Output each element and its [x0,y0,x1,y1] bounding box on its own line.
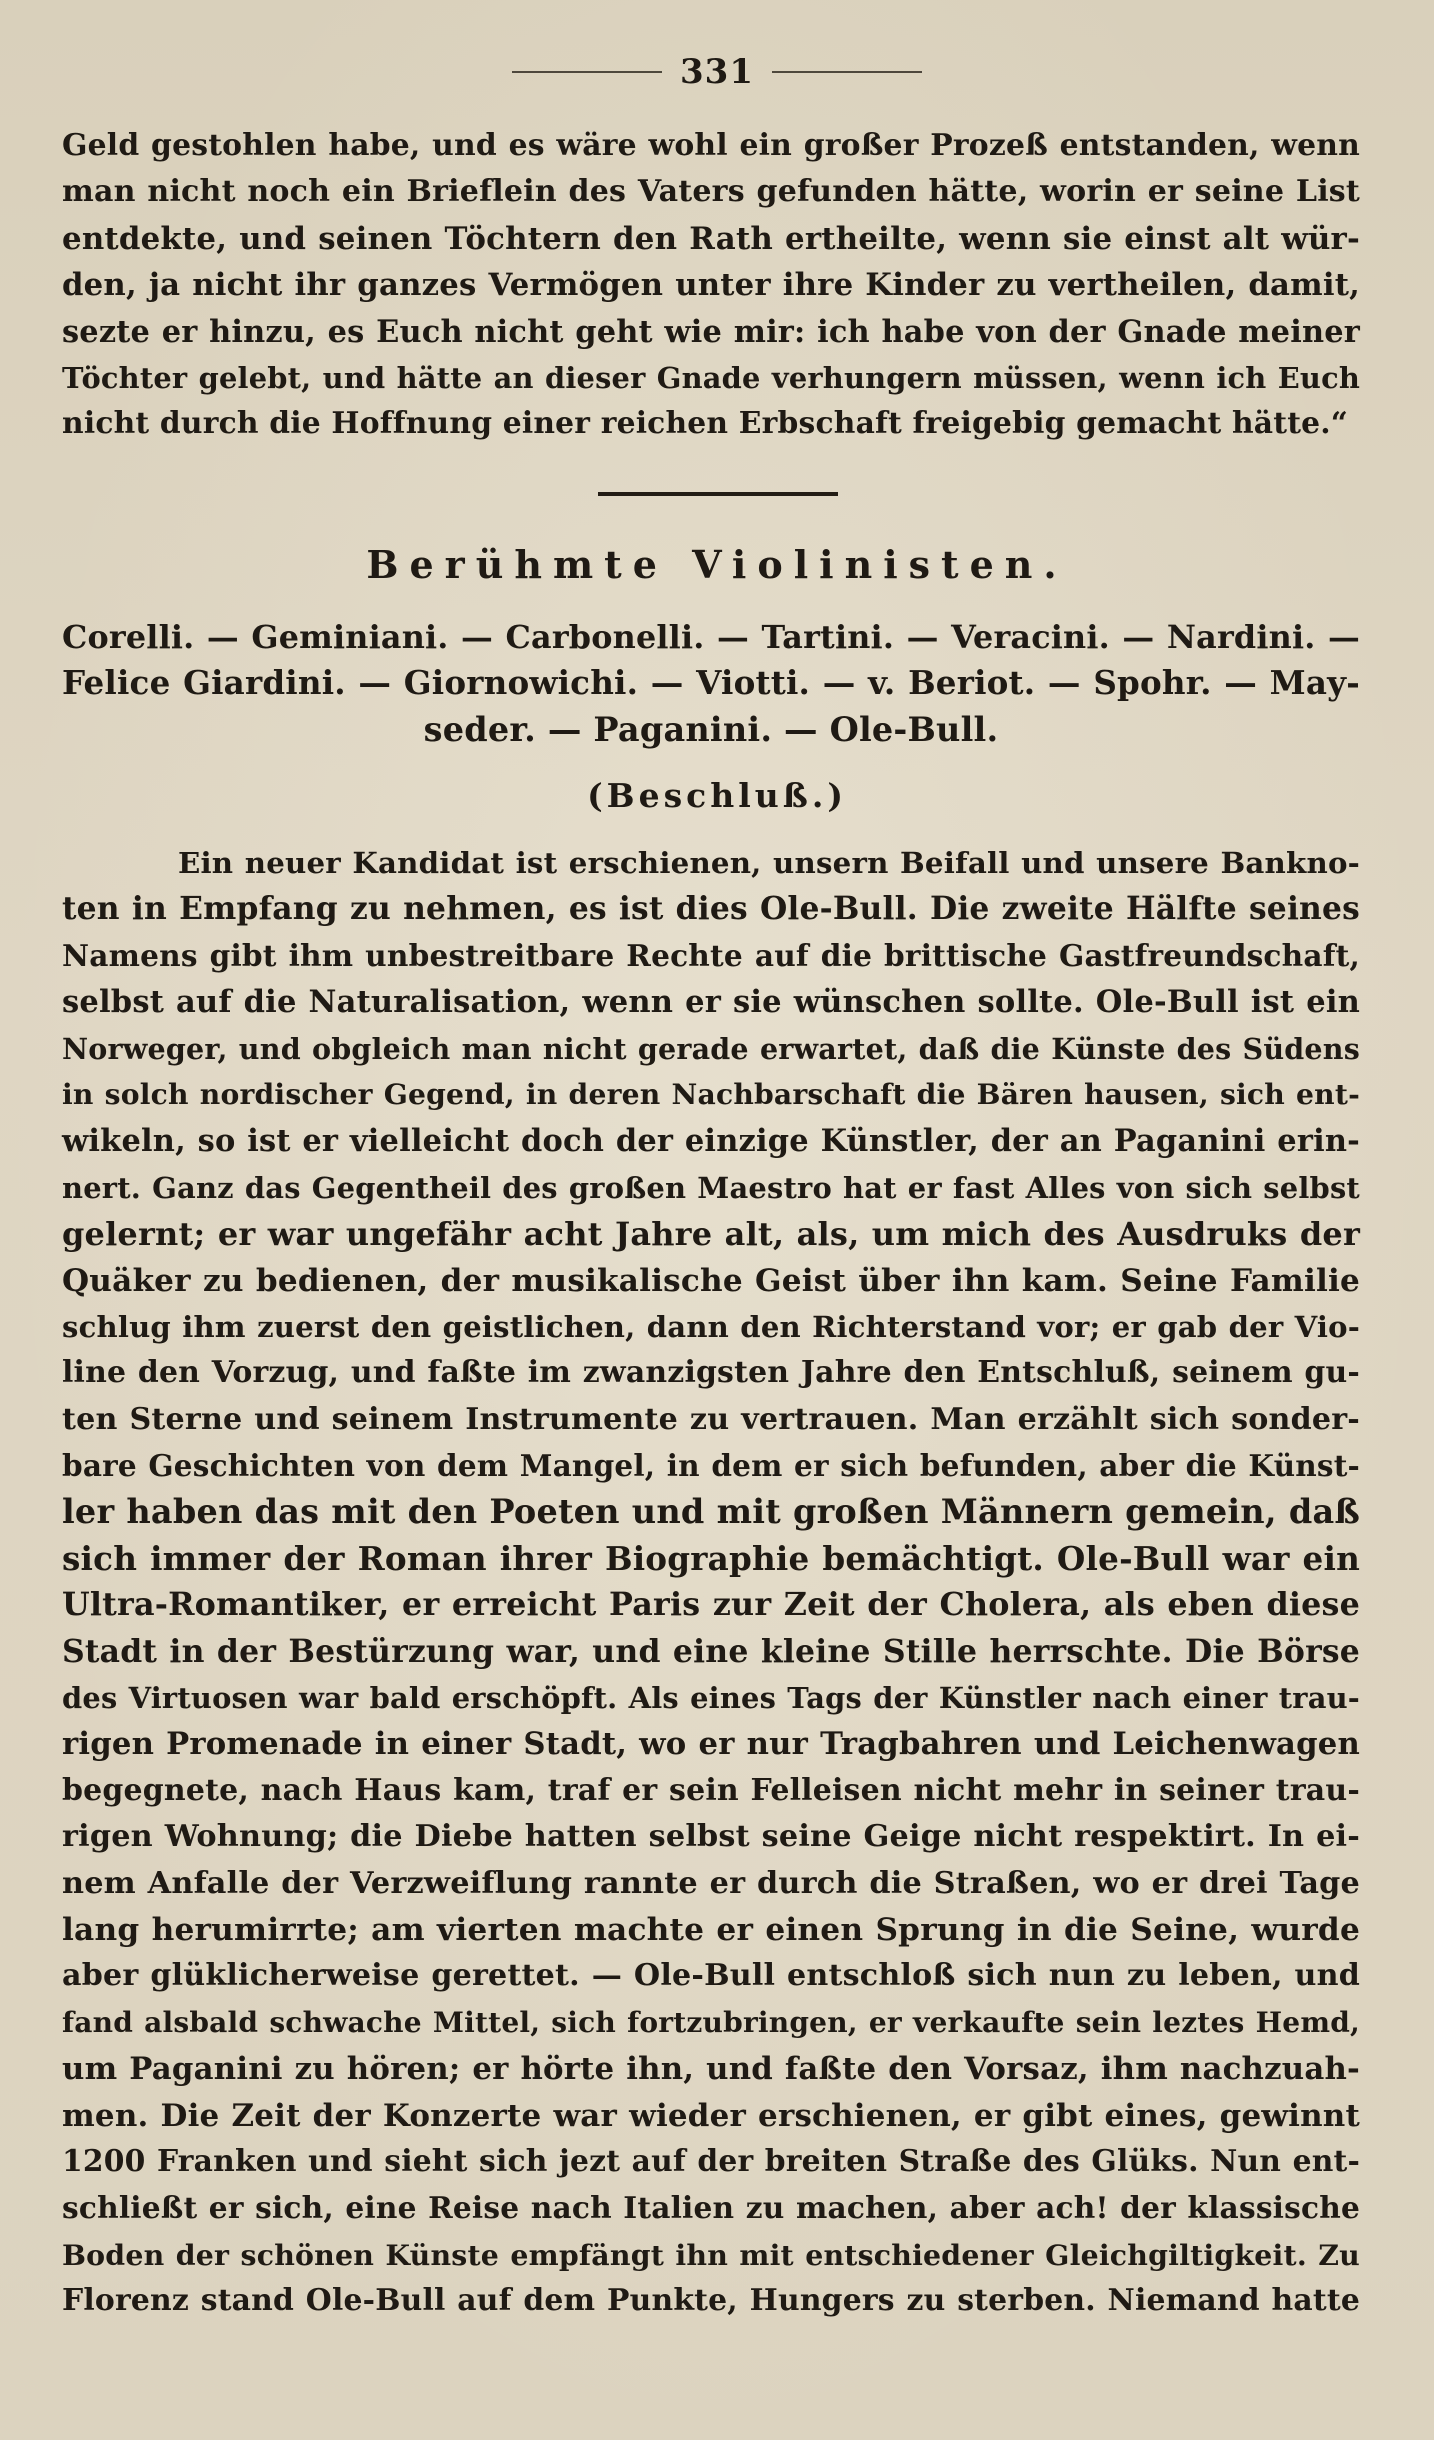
continuation-note: (Beschluß.) [587,776,847,815]
text-line: aber glüklicherweise gerettet. — Ole-Bull entschloß sich nun zu leben, und [62,1958,1360,1994]
text-line: fand alsbald schwache Mittel, sich fortzubringen, er verkaufte sein leztes Hemd, [62,2005,1360,2039]
text-line: rigen Promenade in einer Stadt, wo er nur Tragbahren und Leichenwagen [62,1726,1360,1763]
text-line: schließt er sich, eine Reise nach Italien zu machen, aber ach! der klassische [62,2190,1360,2226]
text-line: Namens gibt ihm unbestreitbare Rechte auf die brittische Gastfreundschaft, [62,937,1360,973]
text-line: den, ja nicht ihr ganzes Vermögen unter ihre Kinder zu vertheilen, damit, [62,267,1360,304]
text-line: man nicht noch ein Brieflein des Vaters gefunden hätte, worin er seine List [62,174,1360,210]
section-title: Berühmte Violinisten. [366,542,1068,587]
text-line: Quäker zu bedienen, der musikalische Geist über ihn kam. Seine Familie [62,1262,1360,1299]
text-line: selbst auf die Naturalisation, wenn er sie wünschen sollte. Ole-Bull ist ein [62,984,1360,1021]
text-line: schlug ihm zuerst den geistlichen, dann den Richterstand vor; er gab der Vio- [62,1309,1360,1344]
text-line: nert. Ganz das Gegentheil des großen Maestro hat er fast Alles von sich selbst [62,1170,1360,1205]
section-divider [598,492,838,496]
text-line: wikeln, so ist er vielleicht doch der einzige Künstler, der an Paganini erin- [62,1123,1360,1160]
header-rule-left [512,71,662,73]
text-line: sezte er hinzu, es Euch nicht geht wie mir: ich habe von der Gnade meiner [62,313,1360,350]
subtitle-line: seder. — Paganini. — Ole-Bull. [423,709,999,749]
text-line: in solch nordischer Gegend, in deren Nachbarschaft die Bären hausen, sich ent- [62,1077,1360,1111]
text-line: ten in Empfang zu nehmen, es ist dies Ole-Bull. Die zweite Hälfte seines [62,891,1360,928]
page-header [0,52,1434,92]
text-line: gelernt; er war ungefähr acht Jahre alt, als, um mich des Ausdruks der [62,1215,1360,1254]
text-line: Töchter gelebt, und hätte an dieser Gnade verhungern müssen, wenn ich Euch [62,360,1360,395]
text-line: entdekte, und seinen Töchtern den Rath ertheilte, wenn sie einst alt wür- [62,220,1360,257]
text-line: line den Vorzug, und faßte im zwanzigsten Jahre den Entschluß, seinem gu- [62,1355,1360,1391]
text-line: ler haben das mit den Poeten und mit großen Männern gemein, daß [62,1492,1360,1532]
text-line: Stadt in der Bestürzung war, und eine kleine Stille herrschte. Die Börse [62,1632,1360,1670]
text-line: lang herumirrte; am vierten machte er einen Sprung in die Seine, wurde [62,1911,1360,1948]
text-line: nicht durch die Hoffnung einer reichen Erbschaft freigebig gemacht hätte.“ [62,406,1349,442]
page-number: 331 [680,52,754,92]
text-line: Ultra-Romantiker, er erreicht Paris zur Zeit der Cholera, als eben diese [62,1586,1360,1624]
intro-paragraph [62,123,1360,448]
text-line: Boden der schönen Künste empfängt ihn mit entschiedener Gleichgiltigkeit. Zu [62,2237,1360,2272]
text-line: Florenz stand Ole-Bull auf dem Punkte, Hungers zu sterben. Niemand hatte [62,2283,1360,2319]
text-line: nem Anfalle der Verzweiflung rannte er durch die Straßen, wo er drei Tage [62,1865,1360,1901]
text-line: sich immer der Roman ihrer Biographie bemächtigt. Ole-Bull war ein [62,1538,1360,1578]
body-paragraph [62,840,1360,2325]
text-line: des Virtuosen war bald erschöpft. Als eines Tags der Künstler nach einer trau- [62,1681,1360,1716]
header-rule-right [772,71,922,73]
text-line: um Paganini zu hören; er hörte ihn, und faßte den Vorsaz, ihm nachzuah- [62,2051,1360,2088]
text-line: 1200 Franken und sieht sich jezt auf der breiten Straße des Glüks. Nun ent- [62,2143,1360,2179]
text-line: Ein neuer Kandidat ist erschienen, unsern Beifall und unsere Bankno- [178,846,1360,880]
text-line: ten Sterne und seinem Instrumente zu vertrauen. Man erzählt sich sonder- [62,1401,1360,1437]
text-line: begegnete, nach Haus kam, traf er sein Felleisen nicht mehr in seiner trau- [62,1772,1360,1808]
section-subtitle [62,614,1360,753]
text-line: bare Geschichten von dem Mangel, in dem er sich befunden, aber die Künst- [62,1448,1360,1484]
text-line: Geld gestohlen habe, und es wäre wohl ein großer Prozeß entstanden, wenn [62,128,1360,163]
text-line: men. Die Zeit der Konzerte war wieder erschienen, er gibt eines, gewinnt [62,2097,1360,2134]
text-line: rigen Wohnung; die Diebe hatten selbst seine Geige nicht respektirt. In ei- [62,1819,1360,1855]
text-line: Norweger, und obgleich man nicht gerade erwartet, daß die Künste des Südens [62,1031,1360,1066]
subtitle-line: Felice Giardini. — Giornowichi. — Viotti. — v. Beriot. — Spohr. — May- [62,663,1360,703]
subtitle-line: Corelli. — Geminiani. — Carbonelli. — Tartini. — Veracini. — Nardini. — [62,618,1360,656]
